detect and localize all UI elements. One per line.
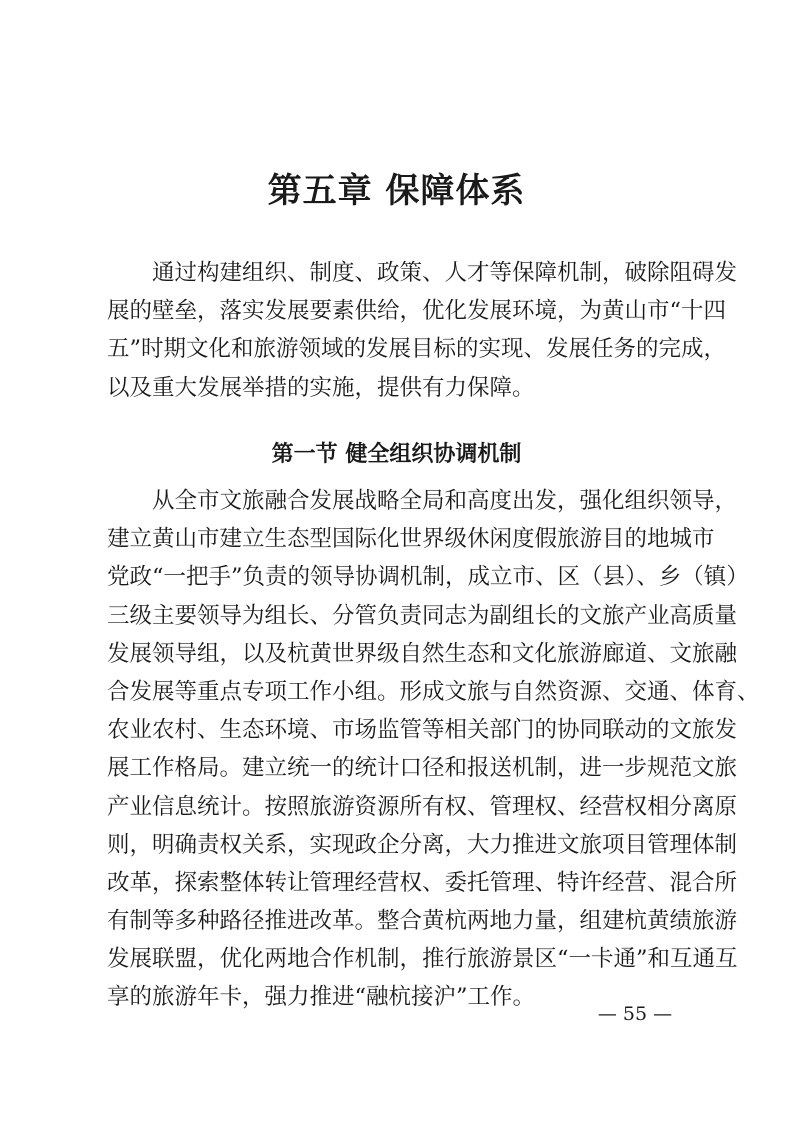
section-line: 农业农村、生态环境、市场监管等相关部门的协同联动的文旅发 (107, 717, 738, 744)
intro-line: 通过构建组织、制度、政策、人才等保障机制，破除阻碍发 (152, 260, 738, 286)
section-line: 发展领导组，以及杭黄世界级自然生态和文化旅游廊道、文旅融 (107, 640, 738, 667)
section-line: 合发展等重点专项工作小组。形成文旅与自然资源、交通、体育、 (107, 678, 760, 705)
section-line: 建立黄山市建立生态型国际化世界级休闲度假旅游目的地城市 (107, 526, 715, 553)
intro-line: 五”时期文化和旅游领域的发展目标的实现、发展任务的完成， (107, 336, 727, 363)
section-line: 享的旅游年卡，强力推进“融杭接沪”工作。 (107, 984, 536, 1011)
section-line: 有制等多种路径推进改革。整合黄杭两地力量，组建杭黄绩旅游 (107, 908, 738, 935)
section-line: 从全市文旅融合发展战略全局和高度出发，强化组织领导， (152, 488, 738, 514)
page-number: — 55 — (597, 1003, 673, 1025)
section-line: 三级主要领导为组长、分管负责同志为副组长的文旅产业高质量 (107, 602, 738, 629)
section-line: 产业信息统计。按照旅游资源所有权、管理权、经营权相分离原 (107, 793, 738, 820)
section-line: 党政“一把手”负责的领导协调机制，成立市、区（县）、乡（镇） (107, 564, 749, 591)
intro-paragraph (107, 254, 738, 407)
section-title: 第一节 健全组织协调机制 (271, 442, 522, 467)
section-line: 则，明确责权关系，实现政企分离，大力推进文旅项目管理体制 (107, 831, 738, 858)
section-paragraph (107, 482, 760, 1017)
section-line: 发展联盟，优化两地合作机制，推行旅游景区“一卡通”和互通互 (107, 946, 738, 973)
intro-line: 展的壁垒，落实发展要素供给，优化发展环境，为黄山市“十四 (107, 298, 727, 325)
chapter-title: 第五章 保障体系 (267, 171, 526, 211)
section-line: 展工作格局。建立统一的统计口径和报送机制，进一步规范文旅 (107, 755, 738, 782)
intro-line: 以及重大发展举措的实施，提供有力保障。 (107, 374, 535, 401)
section-line: 改革，探索整体转让管理经营权、委托管理、特许经营、混合所 (107, 869, 738, 896)
